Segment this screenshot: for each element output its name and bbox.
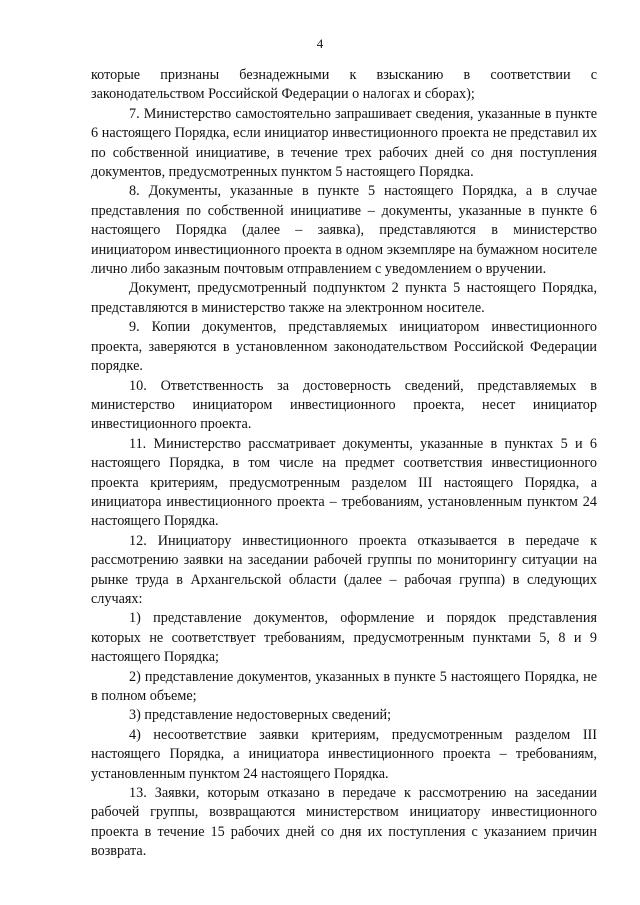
paragraph-item-7: 7. Министерство самостоятельно запрашивает сведения, указанные в пункте 6 настоящего Порядка, если инициатор инвестиционного проекта не представил их по собственной инициативе, в течение трех рабочих дней со дня поступления документов, предусмотренных пунктом 5 настоящего Порядка. (91, 105, 597, 181)
paragraph-item-8: 8. Документы, указанные в пункте 5 настоящего Порядка, а в случае представления по собственной инициативе – документы, указанные в пункте 6 настоящего Порядка (далее – заявка), представляются в министерство инициатором инвестиционного проекта в одном экземпляре на бумажном носителе лично либо заказным почтовым отправлением с уведомлением о вручении. (91, 183, 597, 278)
document-body (91, 66, 597, 862)
paragraph-item-9: 9. Копии документов, представляемых инициатором инвестиционного проекта, заверяются в установленном законодательством Российской Федерации порядке. (91, 319, 597, 375)
page-number: 4 (316, 36, 324, 51)
paragraph-continuation: которые признаны безнадежными к взысканию в соответствии с законодательством Российской Федерации о налогах и сборах); (91, 67, 597, 103)
list-item-12-4: 4) несоответствие заявки критериям, предусмотренным разделом III настоящего Порядка, а инициатора инвестиционного проекта – требованиям, установленным пунктом 24 настоящего Порядка. (91, 726, 597, 782)
paragraph-item-8-note: Документ, предусмотренный подпунктом 2 пункта 5 настоящего Порядка, представляются в министерство также на электронном носителе. (91, 280, 597, 316)
list-item-12-3: 3) представление недостоверных сведений; (129, 707, 392, 724)
list-item-12-2: 2) представление документов, указанных в пункте 5 настоящего Порядка, не в полном объеме; (91, 668, 597, 704)
list-item-12-1: 1) представление документов, оформление и порядок представления которых не соответствует требованиям, предусмотренным пунктами 5, 8 и 9 настоящего Порядка; (91, 610, 597, 666)
paragraph-item-13: 13. Заявки, которым отказано в передаче к рассмотрению на заседании рабочей группы, возвращаются министерством инициатору инвестиционного проекта в течение 15 рабочих дней со дня их поступления с указанием причин возврата. (91, 785, 597, 860)
paragraph-item-12: 12. Инициатору инвестиционного проекта отказывается в передаче к рассмотрению заявки на заседании рабочей группы по мониторингу ситуации на рынке труда в Архангельской области (далее – рабочая группа) в следующих случаях: (91, 532, 597, 607)
paragraph-item-10: 10. Ответственность за достоверность сведений, представляемых в министерство инициатором инвестиционного проекта, несет инициатор инвестиционного проекта. (91, 377, 597, 433)
paragraph-item-11: 11. Министерство рассматривает документы, указанные в пунктах 5 и 6 настоящего Порядка, в том числе на предмет соответствия инвестиционного проекта критериям, предусмотренным разделом III настоящего Порядка, а инициатора инвестиционного проекта – требованиям, установленным пунктом 24 настоящего Порядка. (91, 435, 597, 530)
